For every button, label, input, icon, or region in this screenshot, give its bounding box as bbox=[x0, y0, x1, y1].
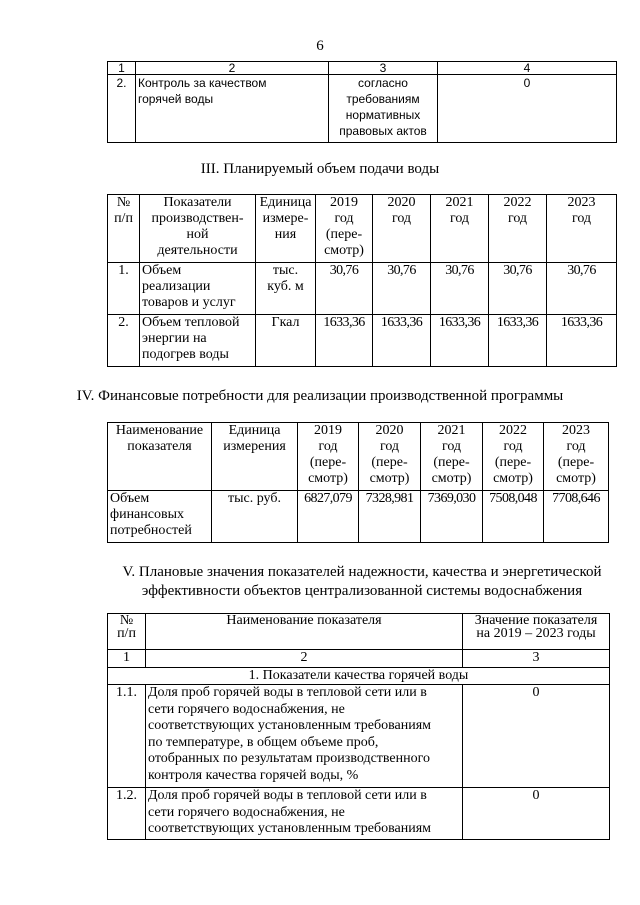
page-number: 6 bbox=[316, 38, 324, 54]
header-year-2019: 2019 год (пере- смотр) bbox=[298, 423, 359, 491]
header-year-2021: 2021 год (пере- смотр) bbox=[421, 423, 483, 491]
row-basis: согласно требованиям нормативных правовых актов bbox=[329, 75, 438, 143]
control-table bbox=[107, 61, 617, 143]
table-row: 2. Объем тепловой энергии на подогрев воды Гкал 1633,36 1633,36 1633,36 1633,36 1633,36 bbox=[108, 315, 617, 367]
header-year-2019: 2019 год (пере- смотр) bbox=[316, 195, 373, 263]
reliability-indicators-table: № п/п Наименование показателя Значение показателя на 2019 – 2023 годы 1 2 3 1. Показатели качества горячей воды 1.1. Доля проб горячей воды в тепловой сети или в сети горячего водоснабжения, не соответствующих установленным требованиям по температуре, в общем объеме проб, отобранных по результатам производственного контроля качества горячей воды, % 0 1.2. Доля проб горячей воды в тепловой сети или в сети горячего водоснабжения, не соответствующих установленным требованиям 0 bbox=[107, 613, 610, 840]
row-value: 0 bbox=[438, 75, 617, 143]
section-3-title: III. Планируемый объем подачи воды bbox=[200, 161, 440, 177]
header-name: Наименование показателя bbox=[146, 614, 463, 650]
section-5-title: V. Плановые значения показателей надежности, качества и энергетической эффективности объектов централизованной системы водоснабжения bbox=[122, 564, 602, 599]
financial-needs-table bbox=[107, 422, 609, 543]
header-indicator: Показатели производствен- ной деятельности bbox=[140, 195, 256, 263]
col-3-header: 3 bbox=[329, 62, 438, 75]
header-num: № п/п bbox=[108, 614, 146, 650]
header-value: Значение показателя на 2019 – 2023 годы bbox=[463, 614, 610, 650]
table-row: 1. Объем реализации товаров и услуг тыс. куб. м 30,76 30,76 30,76 30,76 30,76 bbox=[108, 263, 617, 315]
header-year-2020: 2020 год bbox=[373, 195, 431, 263]
row-number: 2. bbox=[108, 75, 136, 143]
table-row: 1.1. Доля проб горячей воды в тепловой сети или в сети горячего водоснабжения, не соответствующих установленным требованиям по температуре, в общем объеме проб, отобранных по результатам производственного контроля качества горячей воды, % 0 bbox=[108, 685, 610, 788]
header-year-2022: 2022 год bbox=[489, 195, 547, 263]
water-supply-table bbox=[107, 194, 617, 367]
col-2-header: 2 bbox=[136, 62, 329, 75]
header-year-2023: 2023 год (пере- смотр) bbox=[544, 423, 609, 491]
row-name: Контроль за качеством горячей воды bbox=[136, 75, 329, 143]
section-4-title: IV. Финансовые потребности для реализации производственной программы bbox=[76, 388, 564, 404]
header-year-2020: 2020 год (пере- смотр) bbox=[359, 423, 421, 491]
header-year-2021: 2021 год bbox=[431, 195, 489, 263]
col-4-header: 4 bbox=[438, 62, 617, 75]
group-title: 1. Показатели качества горячей воды bbox=[108, 667, 610, 685]
table-row: 1.2. Доля проб горячей воды в тепловой сети или в сети горячего водоснабжения, не соответствующих установленным требованиям 0 bbox=[108, 788, 610, 840]
header-year-2022: 2022 год (пере- смотр) bbox=[483, 423, 544, 491]
header-unit: Единица измере- ния bbox=[256, 195, 316, 263]
header-year-2023: 2023 год bbox=[547, 195, 617, 263]
header-num: № п/п bbox=[108, 195, 140, 263]
header-name: Наименование показателя bbox=[108, 423, 212, 491]
table-row: Объем финансовых потребностей тыс. руб. 6827,079 7328,981 7369,030 7508,048 7708,646 bbox=[108, 491, 609, 543]
col-1-header: 1 bbox=[108, 62, 136, 75]
header-unit: Единица измерения bbox=[212, 423, 298, 491]
